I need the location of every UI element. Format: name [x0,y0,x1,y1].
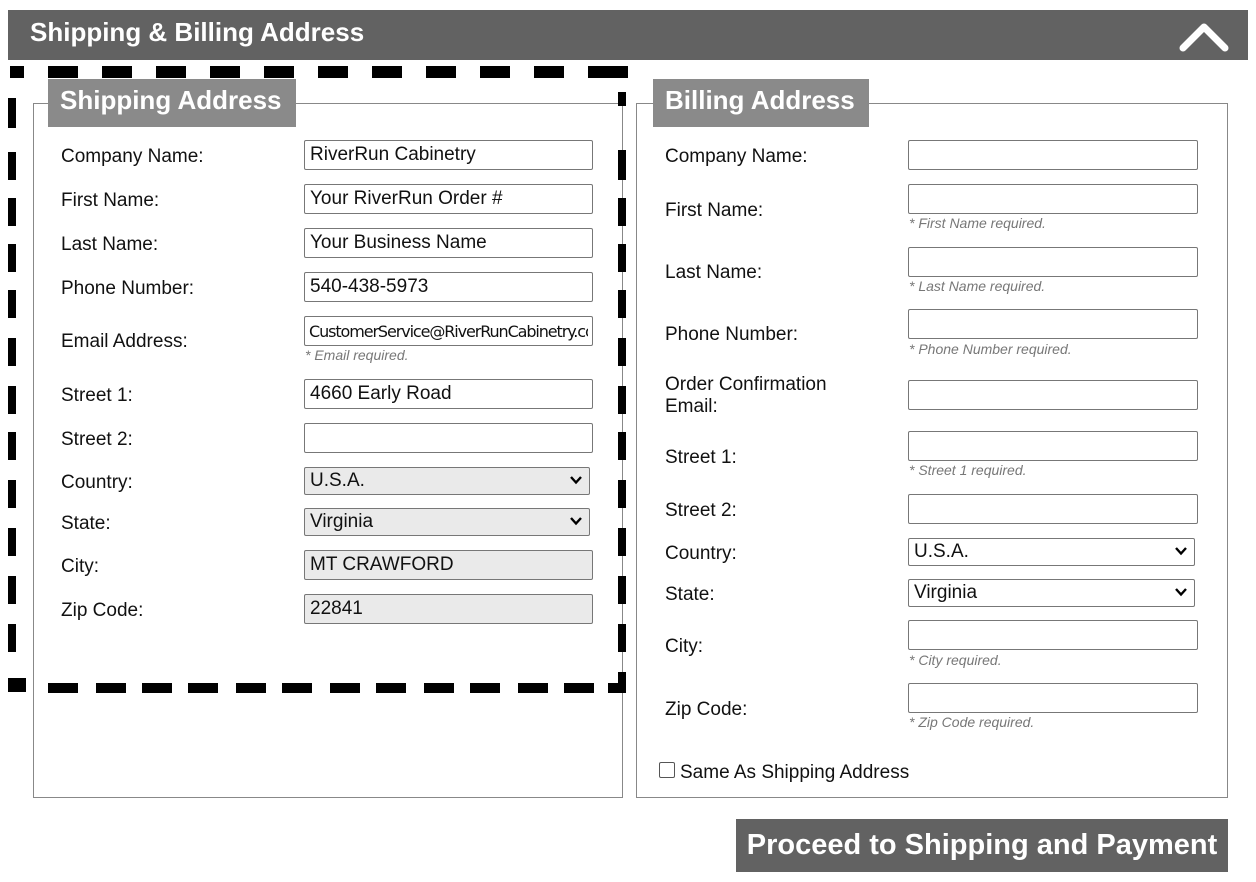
shipping-phone-input[interactable] [304,272,593,302]
section-title: Shipping & Billing Address [30,17,365,47]
billing-street1-label: Street 1: [665,447,737,468]
billing-street2-input[interactable] [908,494,1198,524]
billing-email-label [665,374,827,418]
shipping-phone-label: Phone Number: [61,278,195,299]
same-as-shipping-label[interactable]: Same As Shipping Address [680,762,910,783]
billing-city-label: City: [665,636,703,657]
billing-street1-hint: * Street 1 required. [909,462,1027,478]
shipping-state-label: State: [61,513,111,534]
shipping-company-label: Company Name: [61,146,204,167]
shipping-company-input[interactable] [304,140,593,170]
chevron-down-icon [569,514,583,528]
billing-first-name-input[interactable] [908,184,1198,214]
billing-zip-input[interactable] [908,683,1198,713]
shipping-city-input[interactable] [304,550,593,580]
billing-city-input[interactable] [908,620,1198,650]
shipping-country-value: U.S.A. [310,470,365,491]
billing-email-label-line2: Email: [665,396,718,417]
billing-last-name-label: Last Name: [665,262,763,283]
billing-phone-hint: * Phone Number required. [909,341,1072,357]
billing-state-label: State: [665,584,715,605]
shipping-address-title: Shipping Address [48,79,296,127]
shipping-street2-input[interactable] [304,423,593,453]
billing-city-hint: * City required. [909,652,1002,668]
billing-zip-label: Zip Code: [665,699,748,720]
shipping-email-hint: * Email required. [305,347,409,363]
billing-email-label-line1: Order Confirmation [665,374,827,395]
shipping-email-input[interactable] [304,316,593,346]
billing-last-name-hint: * Last Name required. [909,278,1046,294]
billing-country-select[interactable] [908,538,1195,566]
billing-email-input[interactable] [908,380,1198,410]
billing-state-value: Virginia [914,582,978,603]
billing-last-name-input[interactable] [908,247,1198,277]
shipping-city-label: City: [61,556,99,577]
shipping-last-name-input[interactable] [304,228,593,258]
proceed-button[interactable]: Proceed to Shipping and Payment [736,819,1228,872]
billing-first-name-hint: * First Name required. [909,215,1046,231]
chevron-down-icon [1174,585,1188,599]
shipping-state-select[interactable] [304,508,590,536]
shipping-first-name-label: First Name: [61,190,160,211]
billing-street2-label: Street 2: [665,500,737,521]
shipping-first-name-input[interactable] [304,184,593,214]
shipping-state-value: Virginia [310,511,374,532]
shipping-zip-label: Zip Code: [61,600,144,621]
shipping-country-label: Country: [61,472,133,493]
billing-country-label: Country: [665,543,737,564]
billing-company-input[interactable] [908,140,1198,170]
shipping-email-label: Email Address: [61,331,188,352]
collapse-chevron-icon[interactable] [1178,16,1230,54]
billing-phone-label: Phone Number: [665,324,799,345]
shipping-zip-input[interactable] [304,594,593,624]
shipping-street1-input[interactable] [304,379,593,409]
billing-address-title: Billing Address [653,79,869,127]
shipping-street1-label: Street 1: [61,385,133,406]
billing-state-select[interactable] [908,579,1195,607]
chevron-down-icon [569,473,583,487]
shipping-last-name-label: Last Name: [61,234,159,255]
billing-country-value: U.S.A. [914,541,969,562]
chevron-down-icon [1174,544,1188,558]
billing-street1-input[interactable] [908,431,1198,461]
billing-first-name-label: First Name: [665,200,764,221]
billing-zip-hint: * Zip Code required. [909,714,1035,730]
same-as-shipping-checkbox[interactable] [659,762,675,778]
shipping-street2-label: Street 2: [61,429,133,450]
billing-phone-input[interactable] [908,309,1198,339]
section-header [8,10,1248,60]
shipping-country-select[interactable] [304,467,590,495]
billing-company-label: Company Name: [665,146,808,167]
